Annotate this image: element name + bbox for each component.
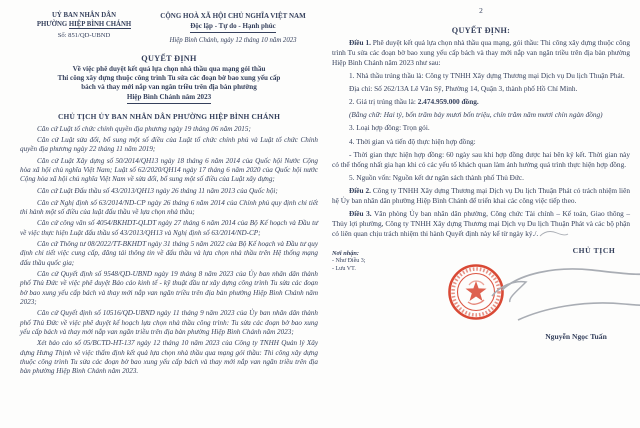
- org-name-line1: UỶ BAN NHÂN DÂN: [51, 12, 116, 19]
- document-number: Số: 851/QD-UBND: [57, 32, 111, 40]
- article-2-paragraph: Điều 2. Công ty TNHH Xây dựng Thương mại Dịch vụ Du lịch Thuận Phát có trách nhiệm liên hệ Ủy ban nhân dân phường Hiệp Bình Chánh để triển khai các công việc tiếp theo.: [332, 185, 630, 205]
- bid-amount: 2.474.959.000 đồng.: [417, 97, 479, 107]
- decision-heading: QUYẾT ĐỊNH:: [451, 26, 511, 35]
- recital-paragraph: Căn cứ Luật sửa đổi, bổ sung một số điều của Luật tổ chức chính phủ và Luật tổ chức Chính quyền địa phương ngày 22 tháng 11 năm 2019;: [20, 136, 318, 154]
- signer-name: Nguyễn Ngọc Tuấn: [545, 332, 607, 342]
- article-1-lead: Điều 1.: [349, 38, 371, 48]
- recipients-label: Nơi nhận:: [332, 250, 360, 258]
- place-date-line: Hiệp Bình Chánh, ngày 12 tháng 10 năm 2023: [169, 36, 297, 44]
- winner-paragraph: 1. Nhà thầu trúng thầu là: Công ty TNHH Xây dựng Thương mại Dịch vụ Du lịch Thuận Phát.: [349, 71, 625, 81]
- recipient-line: - Như Điều 3;: [332, 258, 366, 265]
- recital-paragraph: Căn cứ Nghị định số 63/2014/ND-CP ngày 26 tháng 6 năm 2014 của Chính phủ quy định chi tiết thi hành một số điều của luật đấu thầu về lựa chọn nhà thầu;: [20, 198, 318, 216]
- national-motto-line2: Độc lập - Tự do - Hạnh phúc: [148, 21, 318, 33]
- page-number: 2: [479, 6, 483, 15]
- issuing-org-block: [20, 12, 148, 41]
- duration-detail-paragraph: - Thời gian thực hiện hợp đồng: 60 ngày sau khi hợp đồng được hai bên ký kết. Thời gian này có thể thống nhất gia hạn khi có các yếu tố khách quan làm ảnh hưởng quá trình thực hiện hợp đồng.: [332, 149, 630, 169]
- document-subtitle: [20, 65, 318, 104]
- article-2-lead: Điều 2.: [349, 185, 371, 195]
- article-3-paragraph: Điều 3. Văn phòng Ủy ban nhân dân phường, Công chức Tài chính – Kế toán, Giao thông – Thủy lợi phường, Công ty TNHH Xây dựng Thương mại Dịch vụ Du lịch Thuận Phát và các bộ phận có liên quan chịu trách nhiệm thi hành Quyết định này kể từ ngày ký./.: [332, 208, 630, 238]
- signer-title: CHỦ TỊCH: [572, 246, 616, 256]
- address-paragraph: Địa chỉ: Số 262/13A Lê Văn Sỹ, Phường 14, Quận 3, thành phố Hồ Chí Minh.: [349, 84, 578, 94]
- org-name-underlined: HIỆP BÌNH CHÁNH: [68, 20, 132, 28]
- subtitle-line: Về việc phê duyệt kết quả lựa chọn nhà thầu qua mạng gói thầu: [72, 64, 266, 73]
- subtitle-line-underlined: Hiệp Bình Chánh năm 2023: [20, 93, 318, 104]
- signature-scrawl-icon: [474, 256, 640, 332]
- pen-flourish-icon: [539, 230, 569, 238]
- national-header-block: [148, 12, 318, 45]
- page1-header: [20, 12, 318, 45]
- document-page-1: [20, 12, 318, 428]
- national-motto-line1: CỘNG HOÀ XÃ HỘI CHỦ NGHĨA VIỆT NAM: [160, 12, 306, 20]
- org-name-line2: PHƯỜNG HIỆP BÌNH CHÁNH: [36, 20, 132, 28]
- document-title: QUYẾT ĐỊNH: [141, 53, 197, 63]
- recital-paragraph: Căn cứ Luật tổ chức chính quyền địa phương ngày 19 tháng 06 năm 2015;: [37, 124, 251, 133]
- signature-block: [332, 242, 630, 360]
- recipient-line: - Lưu VT.: [332, 265, 356, 272]
- bid-value-paragraph: 2. Giá trị trúng thầu là: 2.474.959.000 đồng.: [349, 97, 479, 107]
- amount-in-words-paragraph: (Bằng chữ: Hai tỷ, bốn trăm bảy mươi bốn triệu, chín trăm năm mươi chín ngàn đồng): [349, 110, 603, 120]
- recital-paragraph: Căn cứ Luật Xây dựng số 50/2014/QH13 ngày 18 tháng 6 năm 2014 của Quốc hội Nước Cộng hòa xã hội chủ nghĩa Việt Nam; Luật số 62/2020/QH14 ngày 17 tháng 6 năm 2020 của Quốc hội nước Cộng hòa xã hội chủ nghĩa Việt Nam về sửa đổi, bổ sung một số điều của Luật xây dựng;: [20, 157, 318, 184]
- recital-paragraph: Căn cứ Thông tư 08/2022/TT-BKHDT ngày 31 tháng 5 năm 2022 của Bộ Kế hoạch và Đầu tư quy định chi tiết việc cung cấp, đăng tải thông tin về đấu thầu và lựa chọn nhà thầu trên Hệ thống mạng đấu thầu quốc gia;: [20, 240, 318, 267]
- recital-paragraph: Căn cứ Quyết định số 9548/QD-UBND ngày 19 tháng 8 năm 2023 của Ủy ban nhân dân thành phố Thủ Đức về việc phê duyệt Báo cáo kinh tế - kỹ thuật đầu tư xây dựng công trình Tu sửa các đoạn bờ bao xung yếu cấp bách và thay mới nắp van ngăn triều trên địa bàn phường Hiệp Bình Chánh năm 2023;: [20, 270, 318, 306]
- document-page-2: [332, 6, 630, 428]
- recipients-block: [332, 250, 365, 273]
- subtitle-line: bách và thay mới nắp van ngăn triều trên địa bàn phường: [81, 83, 257, 92]
- article-3-lead: Điều 3.: [349, 208, 372, 218]
- title-block: [20, 54, 318, 104]
- subtitle-line: Thi công xây dựng thuộc công trình Tu sửa các đoạn bờ bao xung yếu cấp: [57, 73, 281, 82]
- contract-type-paragraph: 3. Loại hợp đồng: Trọn gói.: [349, 123, 430, 133]
- authority-heading: CHỦ TỊCH ỦY BAN NHÂN DÂN PHƯỜNG HIỆP BÌNH CHÁNH: [57, 111, 281, 121]
- duration-heading-paragraph: 4. Thời gian và tiến độ thực hiện hợp đồng:: [349, 136, 476, 146]
- recital-paragraph: Xét báo cáo số 05/BCTD-HT-137 ngày 12 tháng 10 năm 2023 của Công ty TNHH Quản lý Xây dựng Hưng Thịnh về việc thẩm định kết quả lựa chọn nhà thầu qua mạng gói thầu: Thi công xây dựng thuộc công trình Tu sửa các đoạn bờ bao xung yếu cấp bách và thay mới nắp van ngăn triều trên địa bàn phường Hiệp Bình Chánh năm 2023.: [20, 339, 318, 376]
- recital-paragraph: Căn cứ Luật Đấu thầu số 43/2013/QH13 ngày 26 tháng 11 năm 2013 của Quốc hội;: [37, 187, 278, 196]
- funding-paragraph: 5. Nguồn vốn: Nguồn kết dư ngân sách thành phố Thủ Đức.: [349, 172, 524, 182]
- article-1-paragraph: Điều 1. Phê duyệt kết quả lựa chọn nhà thầu qua mạng, gói thầu: Thi công xây dựng thuộc công trình Tu sửa các đoạn bờ bao xung yếu cấp bách và thay mới nắp van ngăn triều trên địa bàn phường Hiệp Bình Chánh năm 2023 như sau:: [332, 38, 630, 67]
- recital-paragraph: Căn cứ công văn số 4054/BKHDT-QLDT ngày 27 tháng 6 năm 2014 của Bộ Kế hoạch và Đầu tư về việc thực hiện Luật đấu thầu số 43/2013/QH13 và Nghị định số 63/2014/ND-CP;: [20, 219, 318, 237]
- recitals: [20, 125, 318, 377]
- recital-paragraph: Căn cứ Quyết định số 10516/QD-UBND ngày 11 tháng 9 năm 2023 của Ủy ban nhân dân thành phố Thủ Đức về việc phê duyệt kế hoạch lựa chọn nhà thầu công trình: Tu sửa các đoạn bờ bao xung yếu cấp bách và thay mới nắp van ngăn triều trên địa bàn phường Hiệp Bình Chánh năm 2023;: [20, 309, 318, 336]
